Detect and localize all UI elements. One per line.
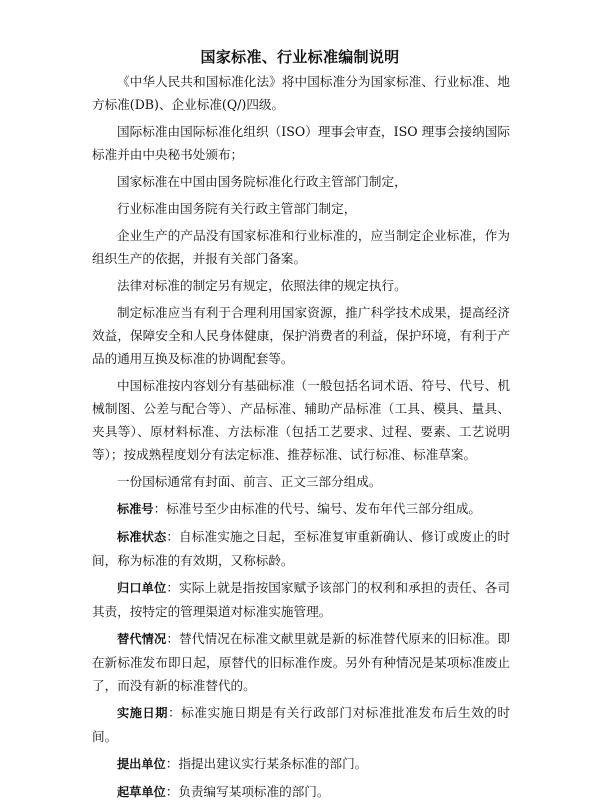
- paragraph: 中国标准按内容划分有基础标准（一般包括名词术语、符号、代号、机械制图、公差与配合等）、产品标准、辅助产品标准（工具、模具、量具、夹具等）、原材料标准、方法标准（包括工艺要求、过程、要素、工艺说明等）；按成熟程度划分有法定标准、推荐标准、试行标准、标准草案。: [92, 378, 510, 462]
- term-definition-standard-status: [92, 525, 510, 572]
- term-label: 起草单位: [117, 785, 166, 799]
- term-label: 标准号: [117, 502, 154, 516]
- paragraph: 制定标准应当有利于合理利用国家资源，推广科学技术成果，提高经济效益，保障安全和人民身体健康，保护消费者的利益，保护环境，有利于产品的通用互换及标准的协调配套等。: [92, 305, 510, 366]
- term-label: 替代情况: [117, 632, 167, 646]
- paragraph: 《中华人民共和国标准化法》将中国标准分为国家标准、行业标准、地方标准(DB)、企业标准(Q/)四级。: [92, 74, 510, 112]
- term-definition-drafting-unit: [92, 780, 510, 804]
- paragraph: 国际标准由国际标准化组织（ISO）理事会审查，ISO 理事会接纳国际标准并由中央秘书处颁布；: [92, 124, 510, 162]
- term-text: ：指提出建议实行某条标准的部门。: [165, 756, 368, 771]
- term-definition-standard-number: [92, 497, 510, 521]
- term-definition-implementation-date: [92, 701, 510, 748]
- term-text: ：负责编写某项标准的部门。: [165, 784, 330, 799]
- term-definition-responsible-unit: [92, 576, 510, 623]
- document-body: [92, 70, 510, 808]
- paragraph: 行业标准由国务院有关行政主管部门制定，: [117, 201, 357, 216]
- term-text: ：标准号至少由标准的代号、编号、发布年代三部分组成。: [153, 501, 481, 516]
- term-text: ：自标准实施之日起，至标准复审重新确认、修订或废止的时间，称为标准的有效期，又称标龄。: [92, 529, 510, 568]
- term-label: 标准状态: [117, 530, 167, 544]
- term-label: 提出单位: [117, 757, 166, 771]
- term-label: 归口单位: [117, 581, 167, 595]
- term-definition-proposing-unit: [92, 752, 510, 776]
- term-label: 实施日期: [117, 706, 169, 720]
- document-title: 国家标准、行业标准编制说明: [200, 48, 400, 66]
- paragraph: 法律对标准的制定另有规定，依照法律的规定执行。: [117, 278, 407, 293]
- paragraph: 企业生产的产品没有国家标准和行业标准的，应当制定企业标准，作为组织生产的依据，并报有关部门备案。: [92, 228, 510, 266]
- paragraph: 一份国标通常有封面、前言、正文三部分组成。: [117, 474, 382, 489]
- term-text: ：替代情况在标准文献里就是新的标准替代原来的旧标准。即在新标准发布即日起，原替代的旧标准作废。另外有种情况是某项标准废止了，而没有新的标准替代的。: [92, 631, 510, 693]
- term-definition-replacement: [92, 627, 510, 697]
- term-text: ：实际上就是指按国家赋予该部门的权利和承担的责任、各司其责，按特定的管理渠道对标准实施管理。: [92, 580, 510, 619]
- term-text: ：标准实施日期是有关行政部门对标准批准发布后生效的时间。: [92, 705, 511, 744]
- paragraph: 国家标准在中国由国务院标准化行政主管部门制定，: [117, 174, 407, 189]
